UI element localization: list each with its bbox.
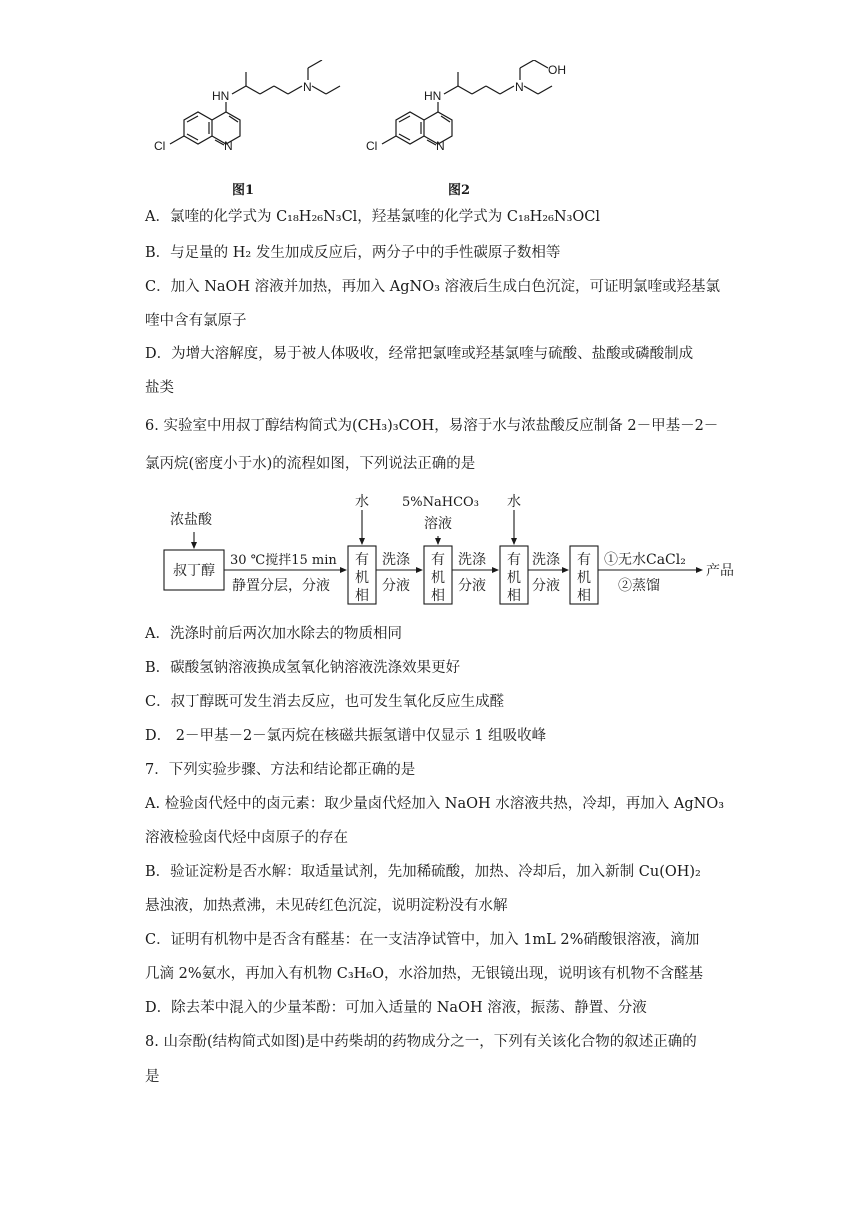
q8-stem-line2: 是 [145,1069,160,1085]
q6-stem-line1: 6. 实验室中用叔丁醇结构简式为(CH₃)₃COH，易溶于水与浓盐酸反应制备 2－甲基－2－ [145,418,719,434]
nh-label: HN [424,89,442,103]
hydroxychloroquine-structure-figure [352,60,582,175]
q7-stem: 7．下列实验步骤、方法和结论都正确的是 [145,762,416,778]
q6-flowchart [160,492,750,614]
q5-option-c-line1: C．加入 NaOH 溶液并加热，再加入 AgNO₃ 溶液后生成白色沉淀，可证明氯喹或羟基氯 [145,279,721,295]
q7-option-c-line1: C．证明有机物中是否含有醛基：在一支洁净试管中，加入 1mL 2%硝酸银溶液，滴加 [145,932,700,948]
organic-box-3-char1: 有 [507,552,521,568]
organic-box-3-char3: 相 [507,588,521,604]
organic-box-1-char1: 有 [355,552,369,568]
organic-box-4-char2: 机 [577,570,591,586]
final-step-top: ①无水CaCl₂ [604,552,686,568]
organic-box-1-char2: 机 [355,570,369,586]
figure-1-caption: 图1 [232,183,255,198]
q6-stem-line2: 氯丙烷(密度小于水)的流程如图，下列说法正确的是 [145,456,476,472]
step1-top-label: 30 ℃搅拌15 min [230,553,337,568]
cl-label: Cl [366,139,378,153]
q7-option-a-line2: 溶液检验卤代烃中卤原子的存在 [145,830,348,846]
wash-label-3-top: 洗涤 [532,552,560,568]
product-label: 产品 [706,563,734,579]
organic-box-2-char1: 有 [431,552,445,568]
organic-box-4-char3: 相 [577,588,591,604]
q5-option-c-line2: 喹中含有氯原子 [145,313,247,329]
figure-2-caption: 图2 [448,183,471,198]
tert-butanol-label: 叔丁醇 [173,563,215,579]
q6-option-a: A．洗涤时前后两次加水除去的物质相同 [145,626,402,642]
organic-box-4-char1: 有 [577,552,591,568]
q7-option-b-line1: B．验证淀粉是否水解：取适量试剂，先加稀硫酸，加热、冷却后，加入新制 Cu(OH)₂ [145,864,701,880]
wash-label-1-top: 洗涤 [382,552,410,568]
conc-hcl-label: 浓盐酸 [170,512,212,528]
q7-option-a-line1: A. 检验卤代烃中的卤元素：取少量卤代烃加入 NaOH 水溶液共热，冷却，再加入 AgNO₃ [145,796,725,812]
organic-box-1-char3: 相 [355,588,369,604]
organic-box-2-char2: 机 [431,570,445,586]
q5-option-d-line2: 盐类 [145,380,174,396]
water-label-2: 水 [507,494,521,510]
q5-option-a: A．氯喹的化学式为 C₁₈H₂₆N₃Cl，羟基氯喹的化学式为 C₁₈H₂₆N₃OCl [145,209,601,225]
q7-option-c-line2: 几滴 2%氨水，再加入有机物 C₃H₆O，水浴加热，无银镜出现，说明该有机物不含醛基 [145,966,703,982]
cl-label: Cl [154,139,166,153]
wash-label-3-bottom: 分液 [532,578,560,594]
q6-option-c: C．叔丁醇既可发生消去反应，也可发生氧化反应生成醛 [145,694,505,710]
q5-option-b: B．与足量的 H₂ 发生加成反应后，两分子中的手性碳原子数相等 [145,245,561,261]
step1-bottom-label: 静置分层，分液 [232,578,330,594]
ring-n-label: N [436,139,445,153]
nahco3-label-line1: 5%NaHCO₃ [402,495,479,510]
chloroquine-structure-figure [140,60,370,175]
wash-label-2-top: 洗涤 [458,552,486,568]
q6-option-b: B．碳酸氢钠溶液换成氢氧化钠溶液洗涤效果更好 [145,660,461,676]
final-step-bottom: ②蒸馏 [618,578,660,594]
nh-label: HN [212,89,230,103]
wash-label-2-bottom: 分液 [458,578,486,594]
organic-box-3-char2: 机 [507,570,521,586]
q7-option-d: D．除去苯中混入的少量苯酚：可加入适量的 NaOH 溶液，振荡、静置、分液 [145,1000,647,1016]
wash-label-1-bottom: 分液 [382,578,410,594]
organic-box-2-char3: 相 [431,588,445,604]
nahco3-label-line2: 溶液 [424,516,452,532]
q7-option-b-line2: 悬浊液，加热煮沸，未见砖红色沉淀，说明淀粉没有水解 [145,898,508,914]
q8-stem-line1: 8. 山奈酚(结构简式如图)是中药柴胡的药物成分之一，下列有关该化合物的叙述正确的 [145,1034,697,1050]
amine-n-label: N [515,80,524,94]
amine-n-label: N [303,80,312,94]
q6-option-d: D． 2－甲基－2－氯丙烷在核磁共振氢谱中仅显示 1 组吸收峰 [145,728,547,744]
oh-label: OH [548,63,566,77]
q5-option-d-line1: D．为增大溶解度，易于被人体吸收，经常把氯喹或羟基氯喹与硫酸、盐酸或磷酸制成 [145,346,694,362]
ring-n-label: N [224,139,233,153]
water-label-1: 水 [355,494,369,510]
